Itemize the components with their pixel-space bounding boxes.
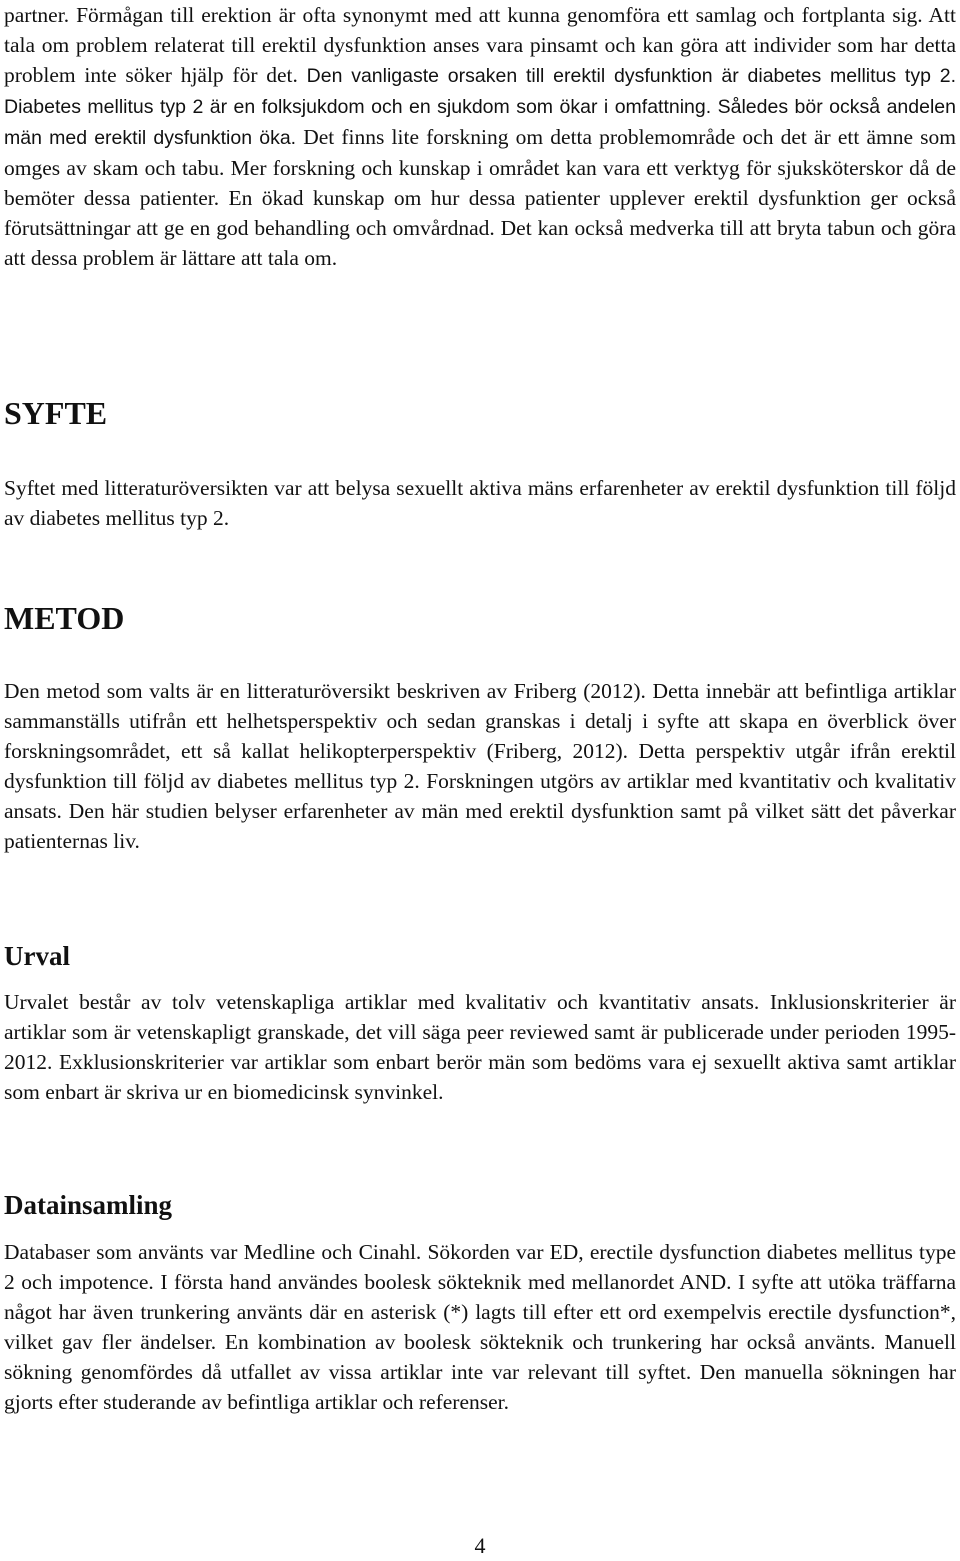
datainsamling-paragraph: Databaser som använts var Medline och Cinahl. Sökorden var ED, erectile dysfunction diabetes mellitus type 2 och impotence. I första hand användes boolesk sökteknik med mellanordet AND. I syfte att utöka träffarna något har även trunkering använts där en asterisk (*) lagts till efter ett ord exempelvis erectile dysfunction*, vilket gav fler ändelser. En kombination av boolesk sökteknik och trunkering har också använts. Manuell sökning genomfördes då utfallet av vissa artiklar inte var relevant till syftet. Den manuella sökningen har gjorts efter studerande av befintliga artiklar och referenser. xyxy=(4,1240,956,1414)
urval-paragraph: Urvalet består av tolv vetenskapliga artiklar med kvalitativ och kvantitativ ansats. Inklusionskriterier är artiklar som är vetenskapligt granskade, det vill säga peer reviewed samt är publicerade under perioden 1995-2012. Exklusionskriterier var artiklar som enbart berör män som bedöms vara ej sexuellt aktiva samt artiklar som enbart är skriva ur en biomedicinsk synvinkel. xyxy=(4,990,956,1104)
heading-metod: METOD xyxy=(4,600,125,636)
heading-syfte: SYFTE xyxy=(4,395,108,431)
page-number: 4 xyxy=(474,1533,486,1558)
syfte-paragraph: Syftet med litteraturöversikten var att belysa sexuellt aktiva mäns erfarenheter av erektil dysfunktion till följd av diabetes mellitus typ 2. xyxy=(4,476,956,530)
heading-urval: Urval xyxy=(4,941,70,971)
intro-sans-text: Den vanligaste orsaken till erektil dysfunktion är diabetes mellitus typ 2. Diabetes mellitus typ 2 är en folksjukdom och en sjukdom som ökar i omfattning. Således bör också andelen män med erektil dysfunktion öka. xyxy=(4,65,956,149)
intro-tail-text: Det finns lite forskning om detta problemområde och det är ett ämne som omges av skam och tabu. Mer forskning och kunskap i området kan vara ett verktyg för sjuksköterskor då de bemöter dessa patienter. En ökad kunskap om hur dessa patienter upplever erektil dysfunktion ger också förutsättningar att ge en god behandling och omvårdnad. Det kan också medverka till att bryta tabun och göra att dessa problem är lättare att tala om. xyxy=(4,125,956,270)
intro-paragraph xyxy=(4,0,956,273)
metod-paragraph: Den metod som valts är en litteraturöversikt beskriven av Friberg (2012). Detta innebär att befintliga artiklar sammanställs utifrån ett helhetsperspektiv och sedan granskas i detalj i syfte att skapa en överblick över forskningsområdet, ett så kallat helikopterperspektiv (Friberg, 2012). Detta perspektiv utgår ifrån erektil dysfunktion till följd av diabetes mellitus typ 2. Forskningen utgörs av artiklar med kvantitativ och kvalitativ ansats. Den här studien belyser erfarenheter av män med erektil dysfunktion samt på vilket sätt det påverkar patienternas liv. xyxy=(4,679,956,853)
heading-datainsamling: Datainsamling xyxy=(4,1190,173,1220)
intro-lead-text: partner. Förmågan till erektion är ofta synonymt med att kunna genomföra ett samlag och fortplanta sig. Att tala om problem relaterat till erektil dysfunktion anses vara pinsamt och kan göra att individer som har detta problem inte söker hjälp för det. xyxy=(4,3,956,87)
